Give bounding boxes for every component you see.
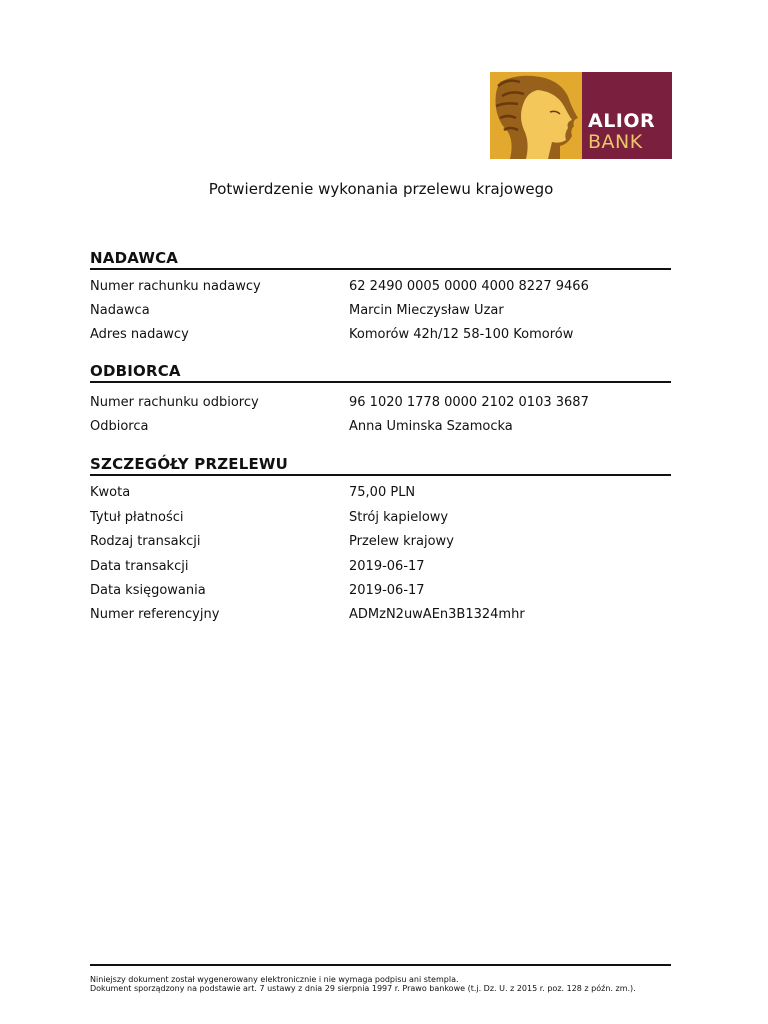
sender-account-row — [90, 279, 671, 297]
row-value: 2019-06-17 — [349, 559, 425, 574]
logo-word-bank: BANK — [588, 131, 643, 153]
row-value: Anna Uminska Szamocka — [349, 419, 513, 434]
section-heading-details: SZCZEGÓŁY PRZELEWU — [90, 455, 671, 476]
row-label: Numer rachunku nadawcy — [90, 279, 261, 294]
row-label: Numer referencyjny — [90, 607, 220, 622]
recipient-name-row — [90, 419, 671, 437]
row-label: Adres nadawcy — [90, 327, 189, 342]
detail-transaction-date-row — [90, 559, 671, 577]
footer-note-legal-basis: Dokument sporządzony na podstawie art. 7 ustawy z dnia 29 sierpnia 1997 r. Prawo bankowe (t.j. Dz. U. z 2015 r. poz. 128 z późn. zm.). — [90, 984, 636, 993]
detail-amount-row — [90, 485, 671, 503]
footer-note-electronic: Niniejszy dokument został wygenerowany elektronicznie i nie wymaga podpisu ani stempla. — [90, 975, 459, 984]
row-value: Komorów 42h/12 58-100 Komorów — [349, 327, 574, 342]
detail-type-row — [90, 534, 671, 552]
row-value: ADMzN2uwAEn3B1324mhr — [349, 607, 525, 622]
row-value: 75,00 PLN — [349, 485, 416, 500]
row-value: 2019-06-17 — [349, 583, 425, 598]
recipient-account-row — [90, 395, 671, 413]
document-title: Potwierdzenie wykonania przelewu krajowego — [208, 180, 554, 198]
row-value: 96 1020 1778 0000 2102 0103 3687 — [349, 395, 589, 410]
detail-booking-date-row — [90, 583, 671, 601]
alior-bank-logo — [490, 72, 672, 159]
row-value: Przelew krajowy — [349, 534, 454, 549]
detail-title-row — [90, 510, 671, 528]
row-label: Rodzaj transakcji — [90, 534, 201, 549]
detail-reference-row — [90, 607, 671, 625]
row-label: Kwota — [90, 485, 131, 500]
row-value: Strój kapielowy — [349, 510, 449, 525]
sender-name-row — [90, 303, 671, 321]
row-value: 62 2490 0005 0000 4000 8227 9466 — [349, 279, 589, 294]
sender-address-row — [90, 327, 671, 345]
row-label: Data księgowania — [90, 583, 206, 598]
section-heading-recipient: ODBIORCA — [90, 362, 671, 383]
row-label: Tytuł płatności — [90, 510, 184, 525]
row-value: Marcin Mieczysław Uzar — [349, 303, 504, 318]
section-heading-sender: NADAWCA — [90, 249, 671, 270]
row-label: Odbiorca — [90, 419, 149, 434]
row-label: Numer rachunku odbiorcy — [90, 395, 259, 410]
logo-word-alior: ALIOR — [588, 110, 656, 132]
footer-divider — [90, 964, 671, 966]
row-label: Data transakcji — [90, 559, 189, 574]
row-label: Nadawca — [90, 303, 150, 318]
